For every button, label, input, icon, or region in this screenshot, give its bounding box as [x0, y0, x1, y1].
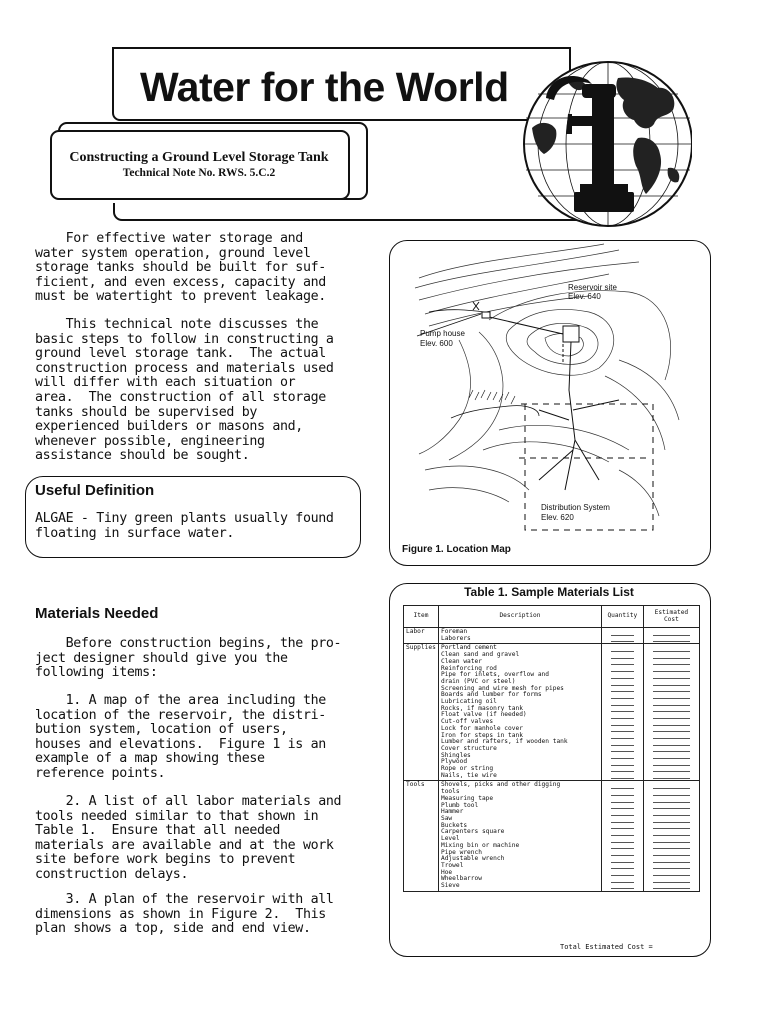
table-row — [404, 781, 700, 891]
quantity-cell — [601, 628, 643, 644]
description-line: Rope or string — [440, 765, 494, 773]
table-row — [404, 644, 700, 781]
description-line: tools — [440, 788, 460, 796]
blank-entry-line — [653, 869, 690, 876]
header-item: Item — [404, 606, 439, 628]
description-line: Iron for steps in tank — [440, 731, 523, 739]
blank-entry-line — [611, 686, 634, 693]
blank-entry-line — [611, 726, 634, 733]
description-line: Boards and lumber for forms — [440, 691, 542, 699]
blank-entry-line — [653, 686, 690, 693]
description-line: Reinforcing rod — [440, 664, 497, 672]
blank-entry-line — [653, 712, 690, 719]
blank-entry-line — [653, 766, 690, 773]
blank-entry-line — [611, 829, 634, 836]
blank-entry-line — [611, 883, 634, 890]
table-header-row — [404, 606, 700, 628]
description-line: Laborers — [440, 634, 471, 642]
description-line: Lumber and rafters, if wooden tank — [440, 738, 568, 746]
blank-entry-line — [611, 836, 634, 843]
blank-entry-line — [653, 816, 690, 823]
blank-entry-line — [653, 629, 690, 636]
figure-caption: Figure 1. Location Map — [402, 544, 511, 555]
blank-entry-line — [653, 876, 690, 883]
blank-entry-line — [653, 636, 690, 643]
blank-entry-line — [611, 823, 634, 830]
blank-entry-line — [611, 679, 634, 686]
blank-entry-line — [653, 726, 690, 733]
intro-paragraph-1: For effective water storage and water system operation, ground level storage tanks should be built for suf- ficient, and even excess, capacity and must be watertight to prevent leakage. — [35, 231, 326, 305]
description-line: Saw — [440, 814, 453, 822]
description-line: Cover structure — [440, 744, 497, 752]
description-line: Sieve — [440, 882, 460, 890]
description-line: Lock for manhole cover — [440, 724, 523, 732]
description-line: Measuring tape — [440, 794, 494, 802]
description-line: Clean water — [440, 657, 482, 665]
blank-entry-line — [611, 752, 634, 759]
blank-entry-line — [653, 803, 690, 810]
materials-table — [403, 605, 700, 892]
blank-entry-line — [611, 692, 634, 699]
blank-entry-line — [653, 645, 690, 652]
blank-entry-line — [653, 692, 690, 699]
blank-entry-line — [653, 659, 690, 666]
table-body — [404, 628, 700, 892]
masthead-title: Water for the World — [140, 64, 509, 110]
blank-entry-line — [653, 679, 690, 686]
description-line: Foreman — [440, 628, 468, 635]
materials-heading: Materials Needed — [35, 605, 159, 622]
blank-entry-line — [653, 836, 690, 843]
blank-entry-line — [653, 789, 690, 796]
item-cell: Supplies — [404, 644, 439, 781]
description-line: Lubricating oil — [440, 698, 497, 706]
blank-entry-line — [653, 809, 690, 816]
materials-paragraph-2: 1. A map of the area including the location of the reservoir, the distri- bution system, location of users, houses and elevations. Figure 1 is an example of a map showing these reference points. — [35, 693, 326, 781]
cost-cell — [643, 628, 699, 644]
blank-entry-line — [611, 629, 634, 636]
quantity-cell — [601, 644, 643, 781]
blank-entry-line — [653, 849, 690, 856]
blank-entry-line — [611, 789, 634, 796]
description-line: Plumb tool — [440, 801, 479, 809]
description-line: Adjustable wrench — [440, 855, 505, 863]
description-line: Level — [440, 835, 460, 843]
blank-entry-line — [653, 863, 690, 870]
description-line: Wheelbarrow — [440, 875, 482, 883]
intro-paragraph-2: This technical note discusses the basic steps to follow in constructing a ground level storage tank. The actual construction process and materials used will differ with each situation or area. The construction of all storage tanks should be supervised by experienced builders or masons and, whenever possible, engineering assistance should be sought. — [35, 317, 334, 464]
description-line: drain (PVC or steel) — [440, 677, 516, 685]
reservoir-elevation: Elev. 640 — [568, 292, 601, 301]
blank-entry-line — [653, 672, 690, 679]
blank-entry-line — [611, 863, 634, 870]
blank-entry-line — [611, 746, 634, 753]
blank-entry-line — [653, 732, 690, 739]
description-line: Clean sand and gravel — [440, 651, 520, 659]
blank-entry-line — [611, 645, 634, 652]
blank-entry-line — [653, 772, 690, 779]
description-line: Shingles — [440, 751, 471, 759]
blank-entry-line — [653, 843, 690, 850]
blank-entry-line — [653, 706, 690, 713]
blank-entry-line — [653, 699, 690, 706]
description-line: Hoe — [440, 868, 453, 876]
table-row — [404, 628, 700, 644]
blank-entry-line — [653, 823, 690, 830]
blank-entry-line — [611, 665, 634, 672]
description-line: Nails, tie wire — [440, 771, 497, 779]
blank-entry-line — [611, 672, 634, 679]
description-line: Hammer — [440, 808, 464, 816]
materials-paragraph-3: 2. A list of all labor materials and tools needed similar to that shown in Table 1. Ensure that all needed materials are available and at the work site before work begins to prevent construction delays. — [35, 794, 342, 882]
definition-text: ALGAE - Tiny green plants usually found floating in surface water. — [35, 511, 334, 541]
blank-entry-line — [611, 869, 634, 876]
description-line: Pipe wrench — [440, 848, 482, 856]
blank-entry-line — [653, 883, 690, 890]
blank-entry-line — [611, 809, 634, 816]
description-line: Rocks, if masonry tank — [440, 704, 523, 712]
technical-note-number: Technical Note No. RWS. 5.C.2 — [122, 167, 276, 179]
blank-entry-line — [653, 719, 690, 726]
description-line: Screening and wire mesh for pipes — [440, 684, 564, 692]
pump-house-label: Pump house — [420, 329, 465, 338]
header-description: Description — [438, 606, 601, 628]
blank-entry-line — [611, 816, 634, 823]
description-line: Cut-off valves — [440, 718, 494, 726]
pump-house-elevation: Elev. 600 — [420, 339, 453, 348]
blank-entry-line — [653, 829, 690, 836]
blank-entry-line — [611, 876, 634, 883]
document-subtitle: Constructing a Ground Level Storage Tank — [69, 150, 329, 165]
description-line: Carpenters square — [440, 828, 505, 836]
materials-paragraph-1: Before construction begins, the pro- ject designer should give you the following items: — [35, 636, 342, 681]
description-line: Shovels, picks and other digging — [440, 781, 561, 789]
blank-entry-line — [611, 712, 634, 719]
description-line: Trowel — [440, 861, 464, 869]
blank-entry-line — [611, 652, 634, 659]
blank-entry-line — [611, 843, 634, 850]
hand-pump-globe-icon — [508, 58, 692, 228]
table-title: Table 1. Sample Materials List — [464, 585, 634, 599]
reservoir-label: Reservoir site — [568, 283, 617, 292]
distribution-system-label: Distribution System — [541, 503, 610, 512]
blank-entry-line — [653, 746, 690, 753]
materials-paragraph-4: 3. A plan of the reservoir with all dimensions as shown in Figure 2. This plan shows a top, side and end view. — [35, 892, 334, 937]
header-quantity: Quantity — [601, 606, 643, 628]
blank-entry-line — [611, 636, 634, 643]
blank-entry-line — [611, 759, 634, 766]
cost-cell — [643, 781, 699, 891]
blank-entry-line — [611, 796, 634, 803]
blank-entry-line — [611, 706, 634, 713]
blank-entry-line — [611, 772, 634, 779]
blank-entry-line — [611, 849, 634, 856]
blank-entry-line — [611, 739, 634, 746]
blank-entry-line — [611, 719, 634, 726]
blank-entry-line — [653, 796, 690, 803]
blank-entry-line — [653, 739, 690, 746]
header-estimated-cost: Estimated Cost — [643, 606, 699, 628]
blank-entry-line — [653, 856, 690, 863]
description-cell — [438, 781, 601, 891]
blank-entry-line — [653, 652, 690, 659]
description-line: Mixing bin or machine — [440, 841, 520, 849]
blank-entry-line — [653, 759, 690, 766]
blank-entry-line — [611, 856, 634, 863]
blank-entry-line — [611, 699, 634, 706]
blank-entry-line — [611, 732, 634, 739]
description-line: Pipe for inlets, overflow and — [440, 671, 549, 679]
blank-entry-line — [653, 665, 690, 672]
description-cell — [438, 644, 601, 781]
blank-entry-line — [653, 752, 690, 759]
quantity-cell — [601, 781, 643, 891]
description-cell — [438, 628, 601, 644]
blank-entry-line — [611, 659, 634, 666]
blank-entry-line — [611, 803, 634, 810]
item-cell: Tools — [404, 781, 439, 891]
distribution-system-elevation: Elev. 620 — [541, 513, 574, 522]
total-estimated-cost-label: Total Estimated Cost = — [560, 943, 653, 951]
definition-title: Useful Definition — [35, 482, 155, 499]
description-line: Plywood — [440, 758, 468, 766]
blank-entry-line — [611, 782, 634, 789]
blank-entry-line — [653, 782, 690, 789]
description-line: Portland cement — [440, 644, 497, 652]
cost-cell — [643, 644, 699, 781]
blank-entry-line — [611, 766, 634, 773]
item-cell: Labor — [404, 628, 439, 644]
description-line: Buckets — [440, 821, 468, 829]
description-line: Float valve (if needed) — [440, 711, 527, 719]
